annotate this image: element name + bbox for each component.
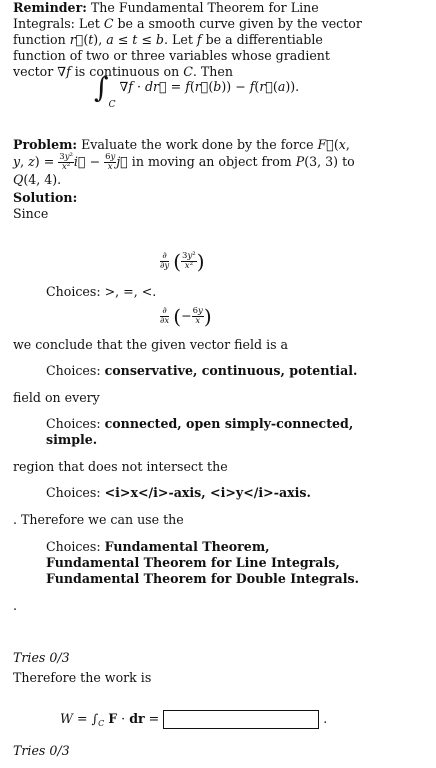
region-type-options[interactable]: connected, open simply-connected, simple. bbox=[46, 416, 354, 447]
period-text: . bbox=[13, 598, 18, 613]
solution-heading-block bbox=[13, 190, 365, 222]
axis-choices[interactable]: Choices: <i>x</i>-axis, <i>y</i>-axis. bbox=[46, 485, 311, 500]
therefore-use-text: . Therefore we can use the bbox=[13, 512, 184, 527]
partial-x-expression: $\frac{\partial}{\partial x}$ (− $\frac{6y}{x}$ ) bbox=[160, 304, 212, 329]
work-text: Therefore the work is bbox=[13, 670, 152, 685]
work-answer-input[interactable] bbox=[163, 710, 319, 729]
field-type-choices[interactable]: Choices: conservative, continuous, potential. bbox=[46, 363, 358, 378]
tries-counter-2: Tries 0/3 bbox=[13, 743, 70, 758]
region-type-choices[interactable]: Choices: connected, open simply-connected, simple. bbox=[46, 416, 354, 447]
comparison-choices[interactable]: Choices: >, =, <. bbox=[46, 284, 157, 299]
reminder-heading: Reminder: bbox=[13, 0, 87, 15]
tries-counter-1: Tries 0/3 bbox=[13, 650, 70, 665]
axis-options[interactable]: <i>x</i>-axis, <i>y</i>-axis. bbox=[104, 485, 311, 500]
partial-y-expression: $\frac{\partial}{\partial y}$ ( $\frac{\text{3y²}}{\text{x²}}$ ) bbox=[160, 249, 205, 274]
theorem-choices[interactable]: Choices: Fundamental Theorem, Fundamental Theorem for Line Integrals, Fundamental Theorem for Double Integrals. bbox=[46, 539, 359, 586]
theorem-formula: $\int_C$ ∇f · dr⃗ = f(r⃗(b)) − f(r⃗(a)). bbox=[94, 71, 300, 110]
problem-paragraph: Problem: Evaluate the work done by the force F⃗(x, y, z) = $\frac{\text{3y²}}{\text{x²}}$ i⃗ − $\frac{6y}{x}$ j⃗ in moving an object from P(3, 3) to Q(4, 4). bbox=[13, 137, 355, 187]
since-text: Since bbox=[13, 206, 49, 221]
problem-heading: Problem: bbox=[13, 137, 78, 152]
conclude-text: we conclude that the given vector field is a bbox=[13, 337, 289, 352]
work-formula: $W = \int_C$ F · dr = . bbox=[60, 711, 328, 728]
theorem-options[interactable]: Fundamental Theorem, Fundamental Theorem for Line Integrals, Fundamental Theorem for Double Integrals. bbox=[46, 539, 359, 586]
field-on-every-text: field on every bbox=[13, 390, 100, 405]
field-type-options[interactable]: conservative, continuous, potential. bbox=[104, 363, 358, 378]
reminder-paragraph: Reminder: The Fundamental Theorem for Line Integrals: Let C be a smooth curve given by the vector function r⃗(t), a ≤ t ≤ b. Let f be a differentiable function of two or three variables whose gradient vector ∇f is continuous on C. Then bbox=[13, 0, 362, 79]
region-text: region that does not intersect the bbox=[13, 459, 228, 474]
comparison-options[interactable]: >, =, <. bbox=[104, 284, 157, 299]
solution-heading: Solution: bbox=[13, 190, 78, 205]
